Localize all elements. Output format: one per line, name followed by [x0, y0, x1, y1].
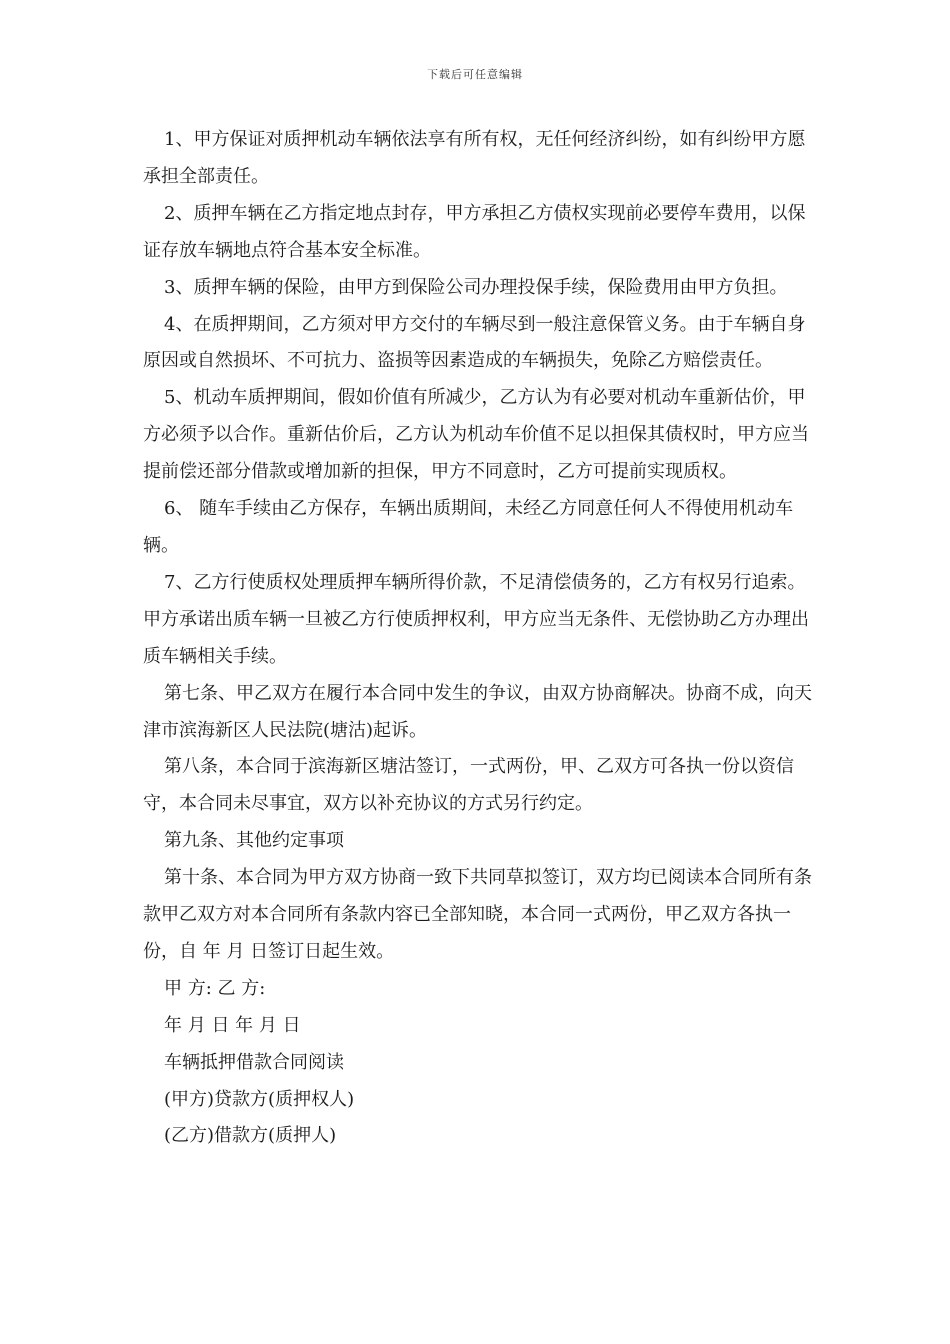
clause-1: 1、甲方保证对质押机动车辆依法享有所有权，无任何经济纠纷，如有纠纷甲方愿承担全部责任。 [143, 129, 806, 187]
document-body [143, 122, 815, 1155]
clause-4: 4、在质押期间，乙方须对甲方交付的车辆尽到一般注意保管义务。由于车辆自身原因或自然损坏、不可抗力、盗损等因素造成的车辆损失，免除乙方赔偿责任。 [143, 313, 806, 372]
page-header: 下载后可任意编辑 [427, 68, 523, 81]
clause-5: 5、机动车质押期间，假如价值有所减少，乙方认为有必要对机动车重新估价，甲方必须予以合作。重新估价后，乙方认为机动车价值不足以担保其债权时，甲方应当提前偿还部分借款或增加新的担保，甲方不同意时，乙方可提前实现质权。 [143, 387, 809, 483]
section-title: 车辆抵押借款合同阅读 [164, 1051, 344, 1073]
clause-2: 2、质押车辆在乙方指定地点封存，甲方承担乙方债权实现前必要停车费用，以保证存放车辆地点符合基本安全标准。 [143, 202, 806, 261]
clause-3: 3、质押车辆的保险，由甲方到保险公司办理投保手续，保险费用由甲方负担。 [164, 276, 788, 298]
article-8: 第八条，本合同于滨海新区塘沽签订，一式两份，甲、乙双方可各执一份以资信守，本合同未尽事宜，双方以补充协议的方式另行约定。 [143, 756, 794, 815]
article-7: 第七条、甲乙双方在履行本合同中发生的争议，由双方协商解决。协商不成，向天津市滨海新区人民法院(塘沽)起诉。 [143, 682, 812, 741]
signature-parties: 甲 方: 乙 方: [164, 977, 266, 999]
party-a-label: (甲方)贷款方(质押权人) [164, 1088, 355, 1110]
article-10: 第十条、本合同为甲方双方协商一致下共同草拟签订，双方均已阅读本合同所有条款甲乙双方对本合同所有条款内容已全部知晓，本合同一式两份，甲乙双方各执一份，自 年 月 日签订日起生效。 [143, 867, 812, 962]
article-9: 第九条、其他约定事项 [164, 830, 344, 852]
clause-7: 7、乙方行使质权处理质押车辆所得价款，不足清偿债务的，乙方有权另行追索。甲方承诺出质车辆一旦被乙方行使质押权利，甲方应当无条件、无偿协助乙方办理出质车辆相关手续。 [143, 571, 809, 667]
clause-6: 6、 随车手续由乙方保存，车辆出质期间，未经乙方同意任何人不得使用机动车辆。 [143, 498, 794, 556]
party-b-label: (乙方)借款方(质押人) [164, 1125, 337, 1147]
signature-dates: 年 月 日 年 月 日 [164, 1014, 301, 1036]
